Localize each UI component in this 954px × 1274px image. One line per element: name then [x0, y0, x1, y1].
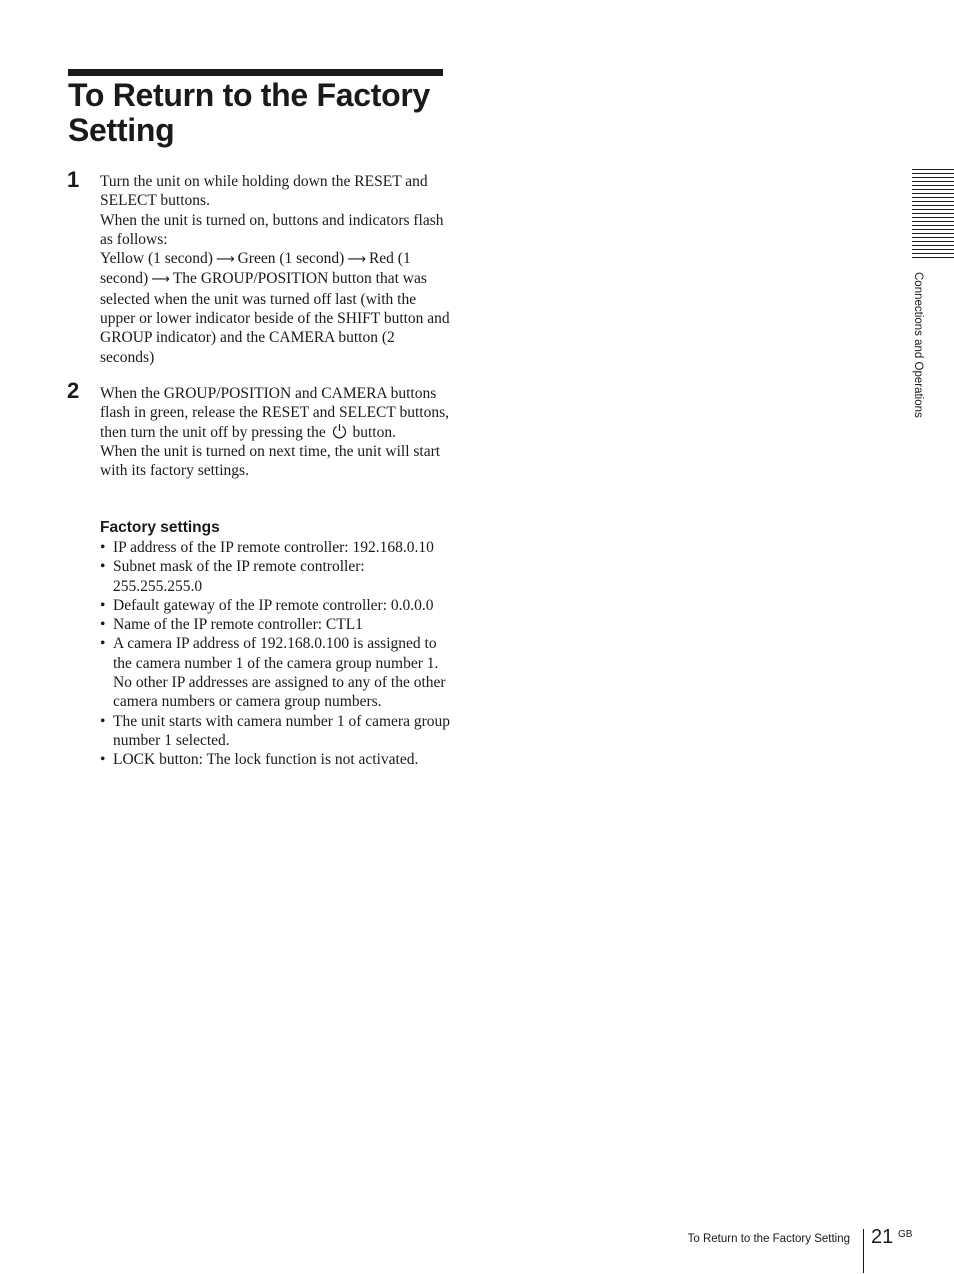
tab-stripe — [912, 177, 954, 178]
right-arrow-icon: ⟶ — [215, 252, 235, 268]
list-item-text: IP address of the IP remote controller: 192.168.0.10 — [113, 539, 434, 556]
tab-stripe — [912, 213, 954, 214]
tab-stripe — [912, 221, 954, 222]
footer-section-title: To Return to the Factory Setting — [687, 1233, 850, 1245]
tab-stripe — [912, 193, 954, 194]
list-item-text: Default gateway of the IP remote controller: 0.0.0.0 — [113, 596, 434, 614]
list-item — [100, 538, 450, 557]
page-title: To Return to the Factory Setting — [68, 77, 430, 148]
step-1-sequence — [100, 249, 450, 367]
list-item — [100, 596, 450, 615]
list-item-text: A camera IP address of 192.168.0.100 is assigned to the camera number 1 of the camera group number 1. No other IP addresses are assigned to any of the other camera numbers or camera group numbers. — [113, 635, 446, 711]
step-2-paragraph-1 — [100, 384, 450, 442]
sequence-yellow: Yellow (1 second) — [100, 250, 213, 268]
page-suffix: GB — [898, 1229, 913, 1240]
step-2-text-after-icon: button. — [352, 423, 396, 441]
bullet: • — [100, 596, 106, 614]
list-item-text: Subnet mask of the IP remote controller: 255.255.255.0 — [113, 558, 365, 595]
list-item — [100, 557, 450, 596]
section-tab-stripes — [912, 169, 954, 261]
tab-stripe — [912, 241, 954, 242]
section-tab-label-text: Connections and Operations — [912, 272, 924, 418]
tab-stripe — [912, 225, 954, 226]
title-rule — [68, 69, 443, 76]
sequence-red: Red (1 second) — [100, 250, 411, 288]
step-number-1: 1 — [67, 167, 80, 192]
tab-stripe — [912, 249, 954, 250]
tab-stripe — [912, 173, 954, 174]
bullet: • — [100, 712, 106, 730]
bullet: • — [100, 539, 106, 556]
step-2-body — [100, 384, 450, 480]
step-2-paragraph-2: When the unit is turned on next time, the unit will start with its factory settings. — [100, 442, 441, 480]
list-item — [100, 634, 450, 711]
tab-stripe — [912, 189, 954, 190]
tab-stripe — [912, 185, 954, 186]
tab-stripe — [912, 253, 954, 254]
list-item — [100, 750, 450, 769]
tab-stripe — [912, 237, 954, 238]
bullet: • — [100, 558, 106, 576]
tab-stripe — [912, 197, 954, 198]
bullet: • — [100, 751, 106, 769]
bullet: • — [100, 616, 106, 634]
sequence-final: The GROUP/POSITION button that was selected when the unit was turned off last (with the upper or lower indicator beside of the SHIFT button and GROUP indicator) and the CAMERA button (2 seconds) — [100, 270, 450, 366]
tab-stripe — [912, 169, 954, 170]
step-1-paragraph-1: Turn the unit on while holding down the RESET and SELECT buttons. — [100, 173, 428, 210]
list-item-text: LOCK button: The lock function is not activated. — [113, 751, 419, 769]
list-item — [100, 712, 450, 751]
section-tab-label — [912, 272, 926, 432]
list-item-text: The unit starts with camera number 1 of camera group number 1 selected. — [113, 712, 451, 749]
tab-stripe — [912, 217, 954, 218]
tab-stripe — [912, 233, 954, 234]
step-number-2: 2 — [67, 378, 80, 403]
footer-divider — [863, 1229, 864, 1273]
list-item — [100, 615, 450, 634]
right-arrow-icon: ⟶ — [151, 272, 170, 288]
list-item-text: Name of the IP remote controller: CTL1 — [113, 616, 363, 634]
tab-stripe — [912, 181, 954, 182]
tab-stripe — [912, 205, 954, 206]
page-number: 21 — [871, 1226, 894, 1248]
sequence-green: Green (1 second) — [237, 250, 345, 268]
step-1-paragraph-2: When the unit is turned on, buttons and indicators flash as follows: — [100, 211, 444, 248]
step-1-body — [100, 172, 450, 367]
tab-stripe — [912, 209, 954, 210]
step-2-text-before-icon: When the GROUP/POSITION and CAMERA buttons flash in green, release the RESET and SELECT buttons, then turn the unit off by pressing the — [100, 385, 449, 441]
factory-settings-list — [100, 538, 450, 770]
factory-settings-heading: Factory settings — [100, 519, 220, 536]
tab-stripe — [912, 257, 954, 258]
tab-stripe — [912, 201, 954, 202]
right-arrow-icon: ⟶ — [347, 252, 366, 268]
tab-stripe — [912, 245, 954, 246]
power-icon — [332, 423, 347, 439]
bullet: • — [100, 635, 106, 653]
tab-stripe — [912, 229, 954, 230]
